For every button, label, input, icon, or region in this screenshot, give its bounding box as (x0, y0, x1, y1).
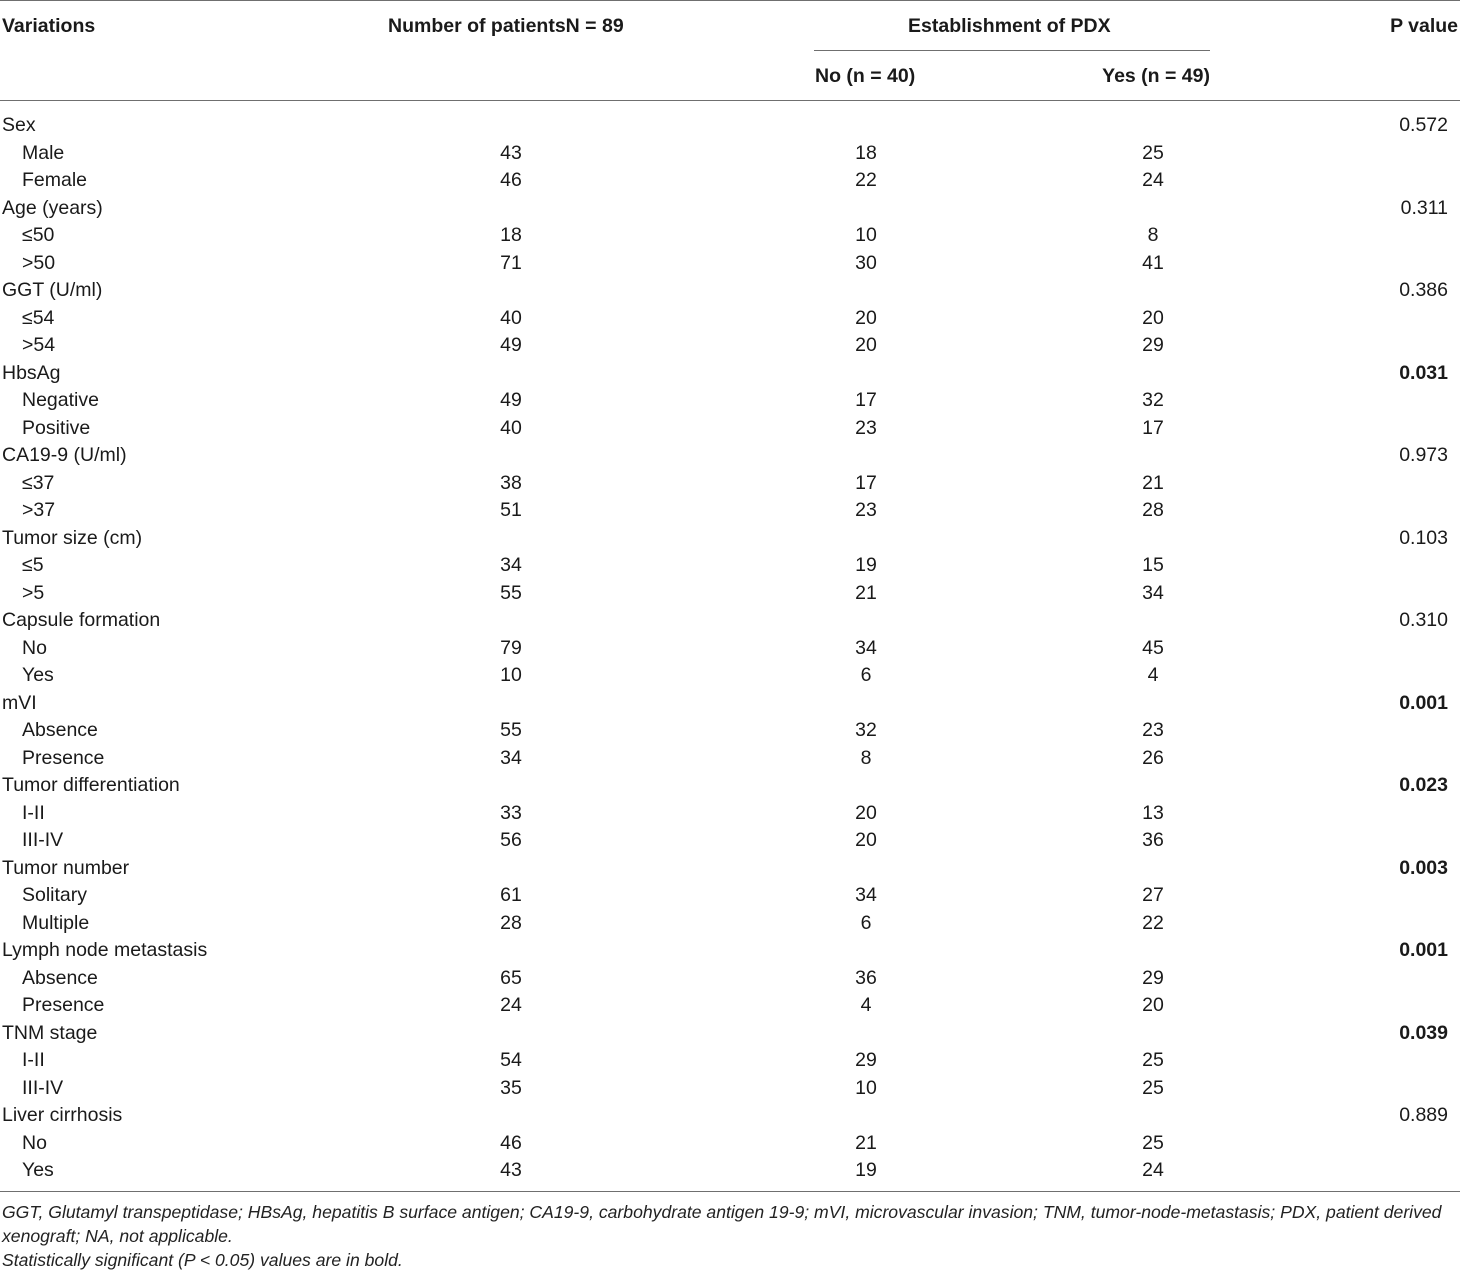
cell-pdx-yes: 24 (1142, 169, 1164, 191)
table-row-variable (0, 937, 1460, 965)
cell-pdx-no: 21 (855, 1131, 877, 1154)
table-row-variable (0, 525, 1460, 553)
table-row-variable (0, 690, 1460, 718)
cell-pdx-no: 34 (855, 884, 877, 906)
header-establishment-of-pdx: Establishment of PDX (908, 15, 1111, 37)
cell-label: Positive (22, 416, 91, 439)
establishment-group-rule (814, 50, 1210, 51)
cell-number-of-patients: 49 (500, 389, 522, 411)
table-bottom-rule (0, 1191, 1460, 1192)
table-row-subgroup (0, 910, 1460, 938)
cell-label: Negative (22, 389, 99, 411)
cell-pdx-yes: 29 (1142, 334, 1164, 356)
table-row-subgroup (0, 1075, 1460, 1103)
cell-label: Tumor differentiation (2, 774, 180, 796)
cell-label: Age (years) (2, 196, 103, 219)
cell-p-value: 0.039 (1399, 1021, 1448, 1044)
cell-number-of-patients: 43 (500, 141, 522, 164)
cell-label: ≤5 (22, 554, 44, 576)
cell-pdx-no: 17 (855, 471, 877, 494)
cell-pdx-yes: 20 (1142, 994, 1164, 1016)
table-row-subgroup (0, 662, 1460, 690)
table-row-variable (0, 360, 1460, 388)
cell-p-value: 0.023 (1399, 774, 1448, 796)
cell-pdx-no: 21 (855, 581, 877, 604)
table-row-subgroup (0, 635, 1460, 663)
cell-label: Solitary (22, 884, 88, 906)
table-row-variable (0, 277, 1460, 305)
cell-p-value: 0.310 (1399, 609, 1448, 631)
table-row-variable (0, 112, 1460, 140)
cell-label: Yes (22, 664, 54, 686)
cell-pdx-no: 29 (855, 1049, 877, 1071)
cell-label: HbsAg (2, 361, 61, 384)
table-row-subgroup (0, 332, 1460, 360)
table-row-subgroup (0, 140, 1460, 168)
cell-pdx-no: 10 (855, 1076, 877, 1099)
cell-pdx-yes: 17 (1142, 416, 1164, 439)
cell-pdx-yes: 22 (1142, 911, 1164, 934)
cell-label: Lymph node metastasis (2, 939, 208, 961)
cell-number-of-patients: 34 (500, 554, 522, 576)
table-row-variable (0, 772, 1460, 800)
cell-pdx-no: 22 (855, 169, 877, 191)
cell-label: I-II (22, 801, 45, 824)
cell-number-of-patients: 10 (500, 664, 522, 686)
table-row-subgroup (0, 552, 1460, 580)
table-row-subgroup (0, 1130, 1460, 1158)
cell-label: GGT (U/ml) (2, 279, 103, 301)
header-number-of-patients: Number of patientsN = 89 (388, 15, 624, 37)
table-footnotes (2, 1200, 1458, 1272)
cell-p-value: 0.001 (1399, 939, 1448, 961)
cell-pdx-no: 20 (855, 334, 877, 356)
cell-label: >54 (22, 334, 56, 356)
cell-p-value: 0.386 (1399, 279, 1448, 301)
cell-number-of-patients: 34 (500, 746, 522, 769)
cell-pdx-yes: 25 (1142, 141, 1164, 164)
cell-number-of-patients: 49 (500, 334, 522, 356)
cell-number-of-patients: 51 (500, 499, 522, 521)
cell-label: TNM stage (2, 1021, 98, 1044)
table-row-subgroup (0, 497, 1460, 525)
table-row-subgroup (0, 222, 1460, 250)
table-row-subgroup (0, 305, 1460, 333)
cell-pdx-no: 6 (860, 911, 872, 934)
cell-pdx-yes: 25 (1142, 1076, 1164, 1099)
cell-number-of-patients: 65 (500, 966, 522, 989)
cell-p-value: 0.003 (1399, 856, 1448, 879)
cell-p-value: 0.973 (1399, 444, 1448, 466)
table-row-variable (0, 1102, 1460, 1130)
cell-label: Liver cirrhosis (2, 1104, 123, 1126)
cell-pdx-no: 8 (860, 746, 872, 769)
table-row-subgroup (0, 992, 1460, 1020)
cell-pdx-yes: 27 (1142, 884, 1164, 906)
table-row-variable (0, 607, 1460, 635)
cell-pdx-no: 6 (860, 664, 872, 686)
cell-pdx-no: 20 (855, 306, 877, 329)
table-row-subgroup (0, 1047, 1460, 1075)
table-body (0, 112, 1460, 1185)
header-p-value: P value (1390, 15, 1458, 37)
cell-label: III-IV (22, 829, 64, 851)
cell-pdx-no: 19 (855, 554, 877, 576)
cell-label: >37 (22, 499, 56, 521)
cell-pdx-no: 23 (855, 499, 877, 521)
abbreviations-footnote: GGT, Glutamyl transpeptidase; HBsAg, hepatitis B surface antigen; CA19-9, carbohydrate antigen 19-9; mVI, microvascular invasion; TNM, tumor-node-metastasis; PDX, patient derived xenograft; NA, not applicable. (2, 1202, 1442, 1246)
cell-label: Presence (22, 746, 105, 769)
cell-label: Multiple (22, 911, 90, 934)
cell-pdx-yes: 4 (1147, 664, 1159, 686)
cell-label: Capsule formation (2, 609, 161, 631)
cell-number-of-patients: 61 (500, 884, 522, 906)
cell-label: Male (22, 141, 65, 164)
table-row-subgroup (0, 965, 1460, 993)
header-variations: Variations (2, 15, 96, 37)
header-yes: Yes (n = 49) (1102, 65, 1210, 87)
cell-label: Female (22, 169, 88, 191)
table-row-subgroup (0, 250, 1460, 278)
cell-number-of-patients: 55 (500, 719, 522, 741)
cell-label: Tumor number (2, 856, 130, 879)
cell-label: Sex (2, 114, 36, 136)
cell-pdx-yes: 8 (1147, 224, 1159, 246)
cell-pdx-no: 20 (855, 801, 877, 824)
cell-pdx-yes: 41 (1142, 251, 1164, 274)
cell-pdx-yes: 24 (1142, 1159, 1164, 1181)
header-no: No (n = 40) (815, 65, 916, 87)
table-row-subgroup (0, 167, 1460, 195)
cell-pdx-yes: 45 (1142, 636, 1164, 659)
cell-pdx-yes: 20 (1142, 306, 1164, 329)
table-row-subgroup (0, 415, 1460, 443)
cell-number-of-patients: 24 (500, 994, 522, 1016)
cell-pdx-yes: 13 (1142, 801, 1164, 824)
cell-pdx-no: 32 (855, 719, 877, 741)
cell-label: Presence (22, 994, 105, 1016)
cell-p-value: 0.889 (1399, 1104, 1448, 1126)
cell-label: Tumor size (cm) (2, 526, 143, 549)
cell-p-value: 0.001 (1399, 691, 1448, 714)
table-row-variable (0, 442, 1460, 470)
cell-label: CA19-9 (U/ml) (2, 444, 127, 466)
cell-pdx-no: 36 (855, 966, 877, 989)
cell-pdx-yes: 26 (1142, 746, 1164, 769)
table-header-rule (0, 100, 1460, 101)
cell-number-of-patients: 79 (500, 636, 522, 659)
table-row-subgroup (0, 717, 1460, 745)
table-row-subgroup (0, 387, 1460, 415)
cell-pdx-no: 23 (855, 416, 877, 439)
cell-pdx-yes: 36 (1142, 829, 1164, 851)
cell-pdx-yes: 29 (1142, 966, 1164, 989)
cell-pdx-yes: 21 (1142, 471, 1164, 494)
table-row-subgroup (0, 882, 1460, 910)
cell-label: >5 (22, 581, 45, 604)
cell-number-of-patients: 56 (500, 829, 522, 851)
cell-label: I-II (22, 1049, 45, 1071)
cell-number-of-patients: 40 (500, 306, 522, 329)
cell-pdx-yes: 23 (1142, 719, 1164, 741)
cell-p-value: 0.311 (1400, 196, 1448, 219)
table-row-subgroup (0, 1157, 1460, 1185)
cell-number-of-patients: 54 (500, 1049, 522, 1071)
cell-pdx-no: 20 (855, 829, 877, 851)
cell-pdx-yes: 32 (1142, 389, 1164, 411)
cell-number-of-patients: 71 (500, 251, 522, 274)
cell-number-of-patients: 40 (500, 416, 522, 439)
cell-number-of-patients: 55 (500, 581, 522, 604)
cell-label: Absence (22, 719, 98, 741)
cell-pdx-no: 19 (855, 1159, 877, 1181)
cell-p-value: 0.031 (1399, 361, 1448, 384)
cell-p-value: 0.572 (1399, 114, 1448, 136)
cell-label: Yes (22, 1159, 54, 1181)
cell-pdx-yes: 25 (1142, 1131, 1164, 1154)
table-row-subgroup (0, 827, 1460, 855)
cell-pdx-yes: 34 (1142, 581, 1164, 604)
cell-number-of-patients: 28 (500, 911, 522, 934)
cell-number-of-patients: 38 (500, 471, 522, 494)
cell-label: >50 (22, 251, 56, 274)
cell-label: mVI (2, 691, 37, 714)
cell-pdx-yes: 28 (1142, 499, 1164, 521)
cell-number-of-patients: 43 (500, 1159, 522, 1181)
cell-label: ≤50 (22, 224, 55, 246)
table-row-variable (0, 1020, 1460, 1048)
significance-footnote: Statistically significant (P < 0.05) values are in bold. (2, 1250, 403, 1270)
cell-label: III-IV (22, 1076, 64, 1099)
cell-number-of-patients: 18 (500, 224, 522, 246)
table-row-subgroup (0, 580, 1460, 608)
cell-pdx-yes: 15 (1142, 554, 1164, 576)
cell-number-of-patients: 46 (500, 1131, 522, 1154)
cell-number-of-patients: 35 (500, 1076, 522, 1099)
cell-pdx-yes: 25 (1142, 1049, 1164, 1071)
cell-label: No (22, 636, 47, 659)
cell-label: Absence (22, 966, 98, 989)
table-row-subgroup (0, 800, 1460, 828)
cell-pdx-no: 34 (855, 636, 877, 659)
cell-label: ≤54 (22, 306, 55, 329)
table-row-variable (0, 195, 1460, 223)
cell-pdx-no: 18 (855, 141, 877, 164)
table-row-subgroup (0, 470, 1460, 498)
table-row-subgroup (0, 745, 1460, 773)
cell-pdx-no: 30 (855, 251, 877, 274)
cell-p-value: 0.103 (1399, 526, 1448, 549)
cell-pdx-no: 17 (855, 389, 877, 411)
table-top-rule (0, 0, 1460, 1)
cell-pdx-no: 10 (855, 224, 877, 246)
cell-label: No (22, 1131, 47, 1154)
table-row-variable (0, 855, 1460, 883)
cell-number-of-patients: 46 (500, 169, 522, 191)
cell-pdx-no: 4 (860, 994, 872, 1016)
cell-label: ≤37 (22, 471, 55, 494)
cell-number-of-patients: 33 (500, 801, 522, 824)
